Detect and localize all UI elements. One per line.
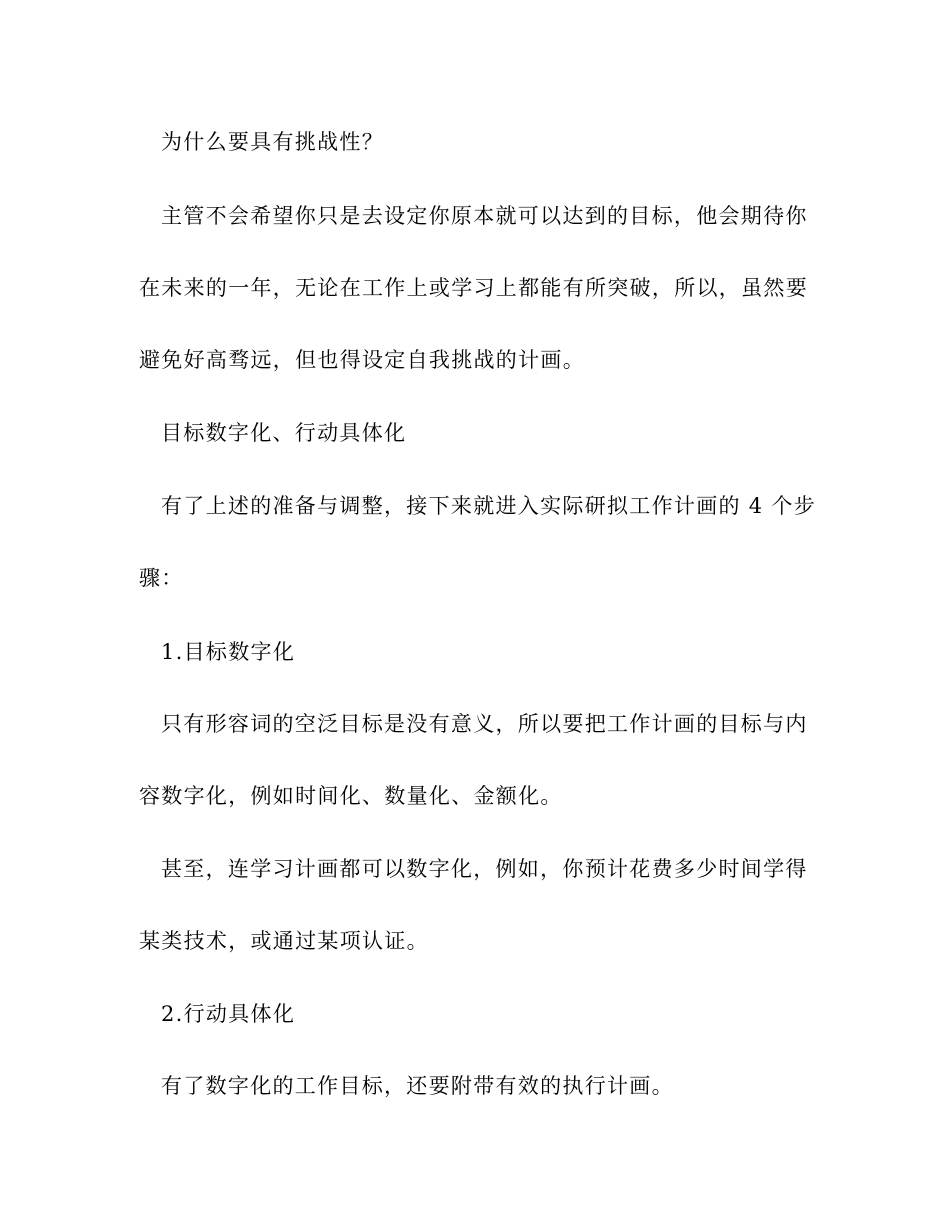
paragraph-section-heading: 目标数字化、行动具体化 [161, 421, 407, 445]
paragraph-challenge-explanation: 主管不会希望你只是去设定你原本就可以达到的目标，他会期待你在未来的一年，无论在工作上或学习上都能有所突破，所以，虽然要避免好高骛远，但也得设定自我挑战的计画。 [139, 204, 808, 372]
paragraph-step-2-body: 有了数字化的工作目标，还要附带有效的执行计画。 [161, 1074, 674, 1098]
paragraph-step-2-heading: 2.行动具体化 [161, 1002, 296, 1026]
paragraph-step-1-body: 只有形容词的空泛目标是没有意义，所以要把工作计画的目标与内容数字化，例如时间化、数量化、金额化。 [139, 712, 808, 808]
paragraph-step-1-heading: 1.目标数字化 [161, 640, 296, 664]
paragraph-steps-intro: 有了上述的准备与调整，接下来就进入实际研拟工作计画的 4 个步骤： [139, 494, 817, 590]
paragraph-step-1-example: 甚至，连学习计画都可以数字化，例如，你预计花费多少时间学得某类技术，或通过某项认证。 [139, 857, 808, 953]
paragraph-question-heading: 为什么要具有挑战性？ [161, 130, 384, 154]
